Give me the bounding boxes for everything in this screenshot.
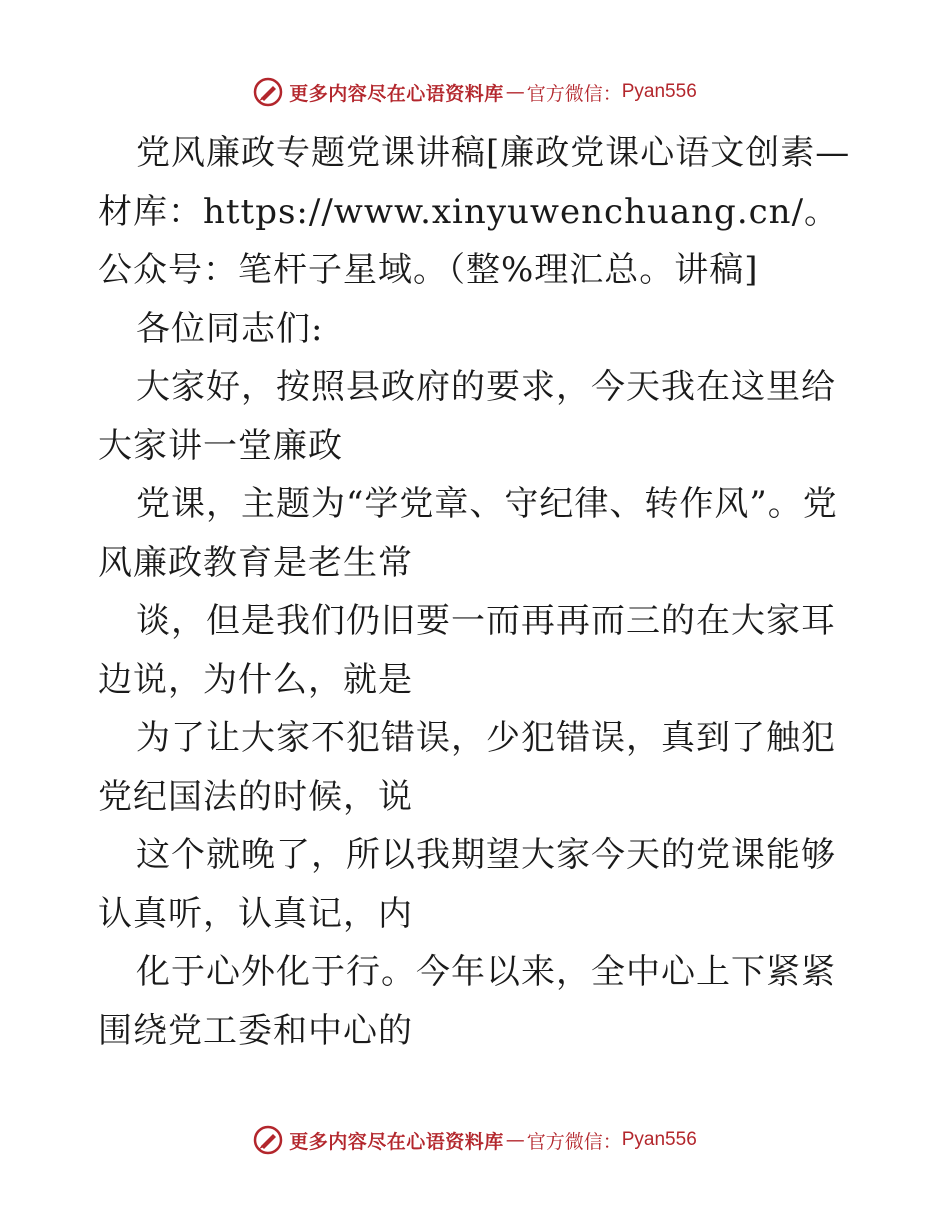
paragraph: 为了让大家不犯错误，少犯错误，真到了触犯党纪国法的时候，说	[98, 718, 836, 817]
banner-main-text: 更多内容尽在心语资料库	[289, 82, 504, 105]
document-body	[98, 124, 868, 1060]
paragraph: 谈，但是我们仍旧要一而再再而三的在大家耳边说，为什么，就是	[98, 601, 836, 700]
footer-banner	[0, 1120, 950, 1160]
paragraph-greeting: 各位同志们:	[136, 308, 324, 349]
banner-wechat-id: Pyan556	[621, 1129, 697, 1150]
paragraph: 大家好，按照县政府的要求，今天我在这里给大家讲一堂廉政	[98, 367, 836, 466]
banner-separator: —	[505, 1129, 525, 1151]
banner-wechat-id: Pyan556	[621, 81, 697, 102]
paragraph-title: 党风廉政专题党课讲稿[廉政党课心语文创素—材库：https://www.xinyuwenchuang.cn/。公众号：笔杆子星域。（整%理汇总。讲稿]	[98, 133, 851, 290]
paragraph: 这个就晚了，所以我期望大家今天的党课能够认真听，认真记，内	[98, 835, 836, 934]
logo-icon	[253, 1125, 283, 1155]
banner-main-text: 更多内容尽在心语资料库	[289, 1130, 504, 1153]
header-banner	[0, 72, 950, 112]
paragraph: 党课，主题为“学党章、守纪律、转作风”。党风廉政教育是老生常	[98, 484, 838, 583]
banner-separator: —	[505, 81, 525, 103]
banner-wechat-label: 官方微信：	[526, 82, 622, 105]
paragraph: 化于心外化于行。今年以来，全中心上下紧紧围绕党工委和中心的	[98, 952, 836, 1051]
logo-icon	[253, 77, 283, 107]
banner-wechat-label: 官方微信：	[526, 1130, 622, 1153]
